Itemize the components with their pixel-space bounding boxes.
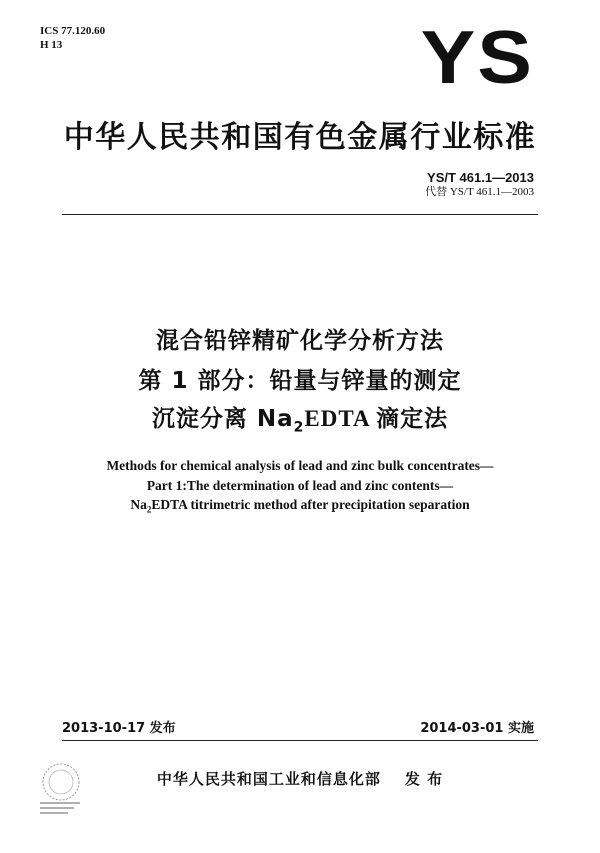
classification-codes: [40, 24, 105, 52]
title-en-line3: $Na_2EDTA$ titrimetric method after precipitation separation: [130, 497, 470, 515]
issuer-action: 发 布: [404, 770, 444, 788]
ys-logo: YS: [420, 15, 534, 100]
title-cn-line3: 沉淀分离 $Na_2EDTA$ 滴定法: [151, 406, 449, 436]
title-cn-line1: 混合铅锌精矿化学分析方法: [156, 328, 444, 354]
issuer: [0, 768, 600, 789]
implementation-date: 2014-03-01 实施: [420, 721, 534, 736]
issuer-name: 中华人民共和国工业和信息化部: [156, 770, 381, 788]
ccs-code: H 13: [40, 39, 63, 51]
org-title: 中华人民共和国有色金属行业标准: [63, 120, 537, 155]
footer-divider: [62, 740, 538, 741]
standard-number: YS/T 461.1—2013: [427, 170, 534, 185]
title-en-line1: Methods for chemical analysis of lead and zinc bulk concentrates—: [106, 458, 494, 473]
issue-date: 2013-10-17 发布: [62, 721, 176, 736]
title-cn-line2: 第 1 部分：铅量与锌量的测定: [138, 368, 462, 394]
standard-replaces: 代替 YS/T 461.1—2003: [425, 186, 534, 198]
title-en-line2: Part 1:The determination of lead and zinc contents—: [146, 478, 454, 493]
ics-code: ICS 77.120.60: [40, 25, 106, 37]
header-divider: [62, 214, 538, 215]
